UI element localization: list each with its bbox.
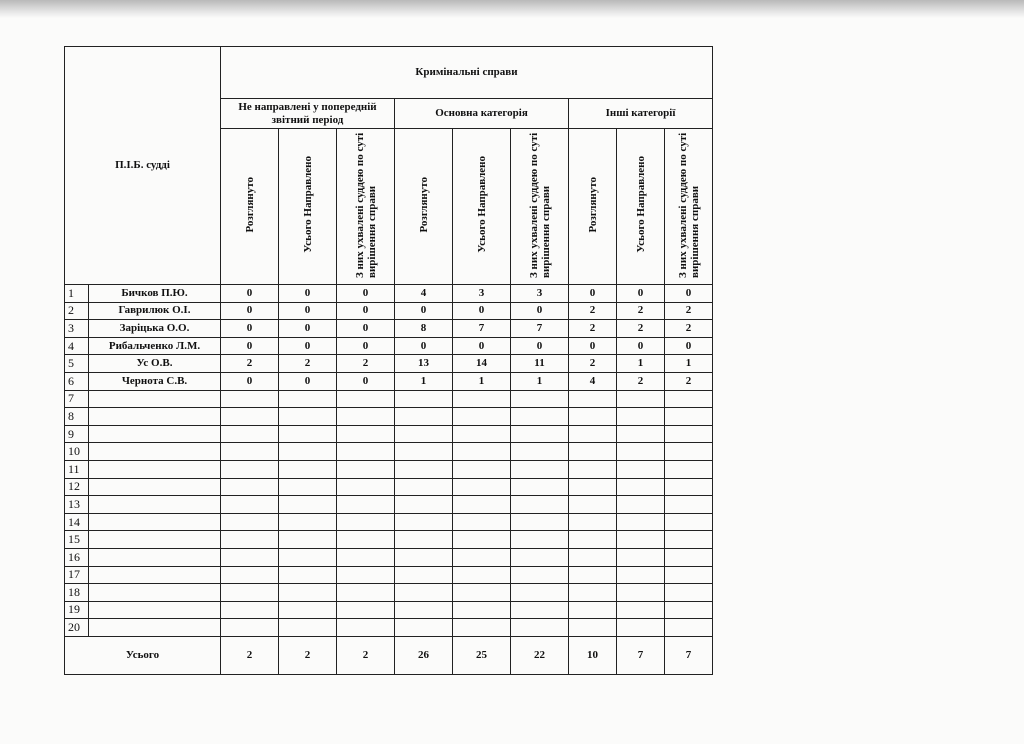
- table-row: [65, 337, 713, 355]
- value-cell: [665, 566, 713, 584]
- value-cell: 0: [617, 285, 665, 303]
- row-number: 8: [65, 408, 89, 426]
- value-cell: 8: [395, 320, 453, 338]
- value-cell: [665, 584, 713, 602]
- value-cell: 14: [453, 355, 511, 373]
- value-cell: [665, 513, 713, 531]
- value-cell: 0: [453, 302, 511, 320]
- subcolumn-label: Розглянуто: [586, 176, 599, 233]
- value-cell: 1: [617, 355, 665, 373]
- value-cell: [337, 390, 395, 408]
- value-cell: [395, 619, 453, 637]
- value-cell: [511, 443, 569, 461]
- value-cell: 13: [395, 355, 453, 373]
- value-cell: [617, 513, 665, 531]
- judge-name-cell: [89, 478, 221, 496]
- value-cell: 2: [569, 302, 617, 320]
- value-cell: 0: [279, 320, 337, 338]
- value-cell: [617, 584, 665, 602]
- value-cell: [453, 601, 511, 619]
- value-cell: 0: [221, 302, 279, 320]
- value-cell: [511, 496, 569, 514]
- value-cell: [453, 496, 511, 514]
- value-cell: [221, 584, 279, 602]
- row-number: 2: [65, 302, 89, 320]
- judge-name-cell: [89, 548, 221, 566]
- value-cell: [279, 496, 337, 514]
- value-cell: [279, 619, 337, 637]
- row-number: 5: [65, 355, 89, 373]
- value-cell: 7: [511, 320, 569, 338]
- value-cell: [569, 513, 617, 531]
- value-cell: 2: [617, 320, 665, 338]
- value-cell: 2: [665, 302, 713, 320]
- subcolumn-label: Розглянуто: [417, 176, 430, 233]
- value-cell: 0: [453, 337, 511, 355]
- value-cell: 4: [395, 285, 453, 303]
- header-criminal-cases: Кримінальні справи: [221, 47, 713, 99]
- judge-name-cell: Гаврилюк О.І.: [89, 302, 221, 320]
- value-cell: 0: [511, 337, 569, 355]
- table-row: [65, 302, 713, 320]
- value-cell: [279, 478, 337, 496]
- row-number: 10: [65, 443, 89, 461]
- table-row: [65, 408, 713, 426]
- judge-name-cell: [89, 513, 221, 531]
- value-cell: 0: [337, 320, 395, 338]
- value-cell: 0: [279, 337, 337, 355]
- value-cell: [665, 390, 713, 408]
- value-cell: [511, 478, 569, 496]
- value-cell: 2: [665, 320, 713, 338]
- table-row: [65, 584, 713, 602]
- value-cell: 0: [569, 285, 617, 303]
- table-row: [65, 531, 713, 549]
- value-cell: [665, 460, 713, 478]
- value-cell: [569, 601, 617, 619]
- table-row: [65, 619, 713, 637]
- total-cell: 22: [511, 636, 569, 674]
- value-cell: [221, 390, 279, 408]
- row-number: 9: [65, 425, 89, 443]
- value-cell: [279, 390, 337, 408]
- value-cell: 11: [511, 355, 569, 373]
- value-cell: [665, 478, 713, 496]
- row-number: 13: [65, 496, 89, 514]
- value-cell: [511, 390, 569, 408]
- row-number: 18: [65, 584, 89, 602]
- row-number: 7: [65, 390, 89, 408]
- table-row: [65, 372, 713, 390]
- value-cell: [617, 478, 665, 496]
- value-cell: [511, 513, 569, 531]
- table-row: [65, 443, 713, 461]
- value-cell: [221, 478, 279, 496]
- value-cell: [569, 548, 617, 566]
- row-number: 6: [65, 372, 89, 390]
- value-cell: [279, 601, 337, 619]
- value-cell: 1: [395, 372, 453, 390]
- value-cell: 1: [453, 372, 511, 390]
- value-cell: 0: [395, 302, 453, 320]
- subcolumn-label: З них ухвалені суддею по суті вирішення справи: [527, 132, 552, 278]
- value-cell: [395, 460, 453, 478]
- group-main-category: Основна категорія: [395, 99, 569, 129]
- subcolumn-header: [453, 129, 511, 285]
- judge-name-cell: Чернота С.В.: [89, 372, 221, 390]
- value-cell: [617, 390, 665, 408]
- value-cell: [279, 443, 337, 461]
- value-cell: [511, 531, 569, 549]
- row-number: 17: [65, 566, 89, 584]
- value-cell: 0: [337, 372, 395, 390]
- value-cell: [665, 443, 713, 461]
- subcolumn-label: Розглянуто: [243, 176, 256, 233]
- value-cell: [569, 425, 617, 443]
- total-cell: 7: [617, 636, 665, 674]
- row-number: 15: [65, 531, 89, 549]
- value-cell: [511, 548, 569, 566]
- value-cell: [453, 408, 511, 426]
- value-cell: [569, 496, 617, 514]
- judge-name-cell: [89, 443, 221, 461]
- value-cell: [221, 496, 279, 514]
- value-cell: [395, 566, 453, 584]
- header-judge-name: П.І.Б. судді: [65, 47, 221, 285]
- value-cell: [569, 390, 617, 408]
- value-cell: [337, 425, 395, 443]
- value-cell: [337, 601, 395, 619]
- value-cell: [617, 408, 665, 426]
- table-row: [65, 355, 713, 373]
- value-cell: [569, 443, 617, 461]
- value-cell: [395, 408, 453, 426]
- table-row: [65, 513, 713, 531]
- value-cell: 0: [337, 337, 395, 355]
- value-cell: [221, 531, 279, 549]
- value-cell: [617, 425, 665, 443]
- judge-name-cell: [89, 460, 221, 478]
- value-cell: [569, 460, 617, 478]
- subcolumn-header: [395, 129, 453, 285]
- value-cell: 3: [511, 285, 569, 303]
- value-cell: [511, 619, 569, 637]
- value-cell: [279, 531, 337, 549]
- value-cell: [279, 566, 337, 584]
- value-cell: [337, 531, 395, 549]
- total-cell: 7: [665, 636, 713, 674]
- value-cell: [453, 548, 511, 566]
- judge-name-cell: Заріцька О.О.: [89, 320, 221, 338]
- value-cell: [511, 601, 569, 619]
- value-cell: 0: [279, 372, 337, 390]
- row-number: 1: [65, 285, 89, 303]
- value-cell: [221, 408, 279, 426]
- value-cell: [395, 584, 453, 602]
- value-cell: [395, 513, 453, 531]
- value-cell: [221, 460, 279, 478]
- value-cell: 0: [279, 302, 337, 320]
- table-row: [65, 285, 713, 303]
- value-cell: [395, 496, 453, 514]
- value-cell: [395, 548, 453, 566]
- value-cell: [337, 443, 395, 461]
- value-cell: 0: [337, 285, 395, 303]
- subcolumn-label: Усього Направлено: [301, 156, 314, 253]
- value-cell: [453, 566, 511, 584]
- row-number: 19: [65, 601, 89, 619]
- value-cell: [279, 513, 337, 531]
- table-row: [65, 478, 713, 496]
- value-cell: [511, 408, 569, 426]
- value-cell: 4: [569, 372, 617, 390]
- judge-name-cell: [89, 619, 221, 637]
- value-cell: 7: [453, 320, 511, 338]
- judge-name-cell: [89, 425, 221, 443]
- subcolumn-label: З них ухвалені суддею по суті вирішення справи: [353, 132, 378, 278]
- value-cell: [617, 619, 665, 637]
- value-cell: [617, 548, 665, 566]
- subcolumn-header: [337, 129, 395, 285]
- judge-name-cell: [89, 601, 221, 619]
- value-cell: [617, 496, 665, 514]
- judge-name-cell: [89, 531, 221, 549]
- row-number: 12: [65, 478, 89, 496]
- value-cell: [453, 478, 511, 496]
- value-cell: [569, 584, 617, 602]
- row-number: 4: [65, 337, 89, 355]
- value-cell: 2: [221, 355, 279, 373]
- report-table: [64, 46, 713, 675]
- table-row: [65, 460, 713, 478]
- table-row: [65, 390, 713, 408]
- value-cell: [279, 425, 337, 443]
- value-cell: 2: [569, 355, 617, 373]
- value-cell: [337, 460, 395, 478]
- total-cell: 10: [569, 636, 617, 674]
- value-cell: 1: [665, 355, 713, 373]
- subcolumn-header: [617, 129, 665, 285]
- judge-name-cell: Ус О.В.: [89, 355, 221, 373]
- value-cell: [665, 619, 713, 637]
- subcolumn-header: [279, 129, 337, 285]
- subcolumn-header: [569, 129, 617, 285]
- value-cell: [395, 443, 453, 461]
- value-cell: [395, 478, 453, 496]
- value-cell: [221, 425, 279, 443]
- table-row: [65, 320, 713, 338]
- judge-name-cell: Рибальченко Л.М.: [89, 337, 221, 355]
- value-cell: [221, 443, 279, 461]
- value-cell: [337, 584, 395, 602]
- value-cell: [569, 408, 617, 426]
- value-cell: [279, 408, 337, 426]
- value-cell: 3: [453, 285, 511, 303]
- subcolumn-header: [221, 129, 279, 285]
- value-cell: [569, 531, 617, 549]
- value-cell: 0: [665, 337, 713, 355]
- value-cell: [279, 548, 337, 566]
- value-cell: [665, 496, 713, 514]
- value-cell: [337, 566, 395, 584]
- value-cell: 1: [511, 372, 569, 390]
- judge-name-cell: [89, 566, 221, 584]
- value-cell: [453, 584, 511, 602]
- value-cell: 0: [569, 337, 617, 355]
- value-cell: [395, 531, 453, 549]
- value-cell: 0: [395, 337, 453, 355]
- value-cell: [337, 548, 395, 566]
- value-cell: [453, 531, 511, 549]
- value-cell: [221, 619, 279, 637]
- group-other-categories: Інші категорії: [569, 99, 713, 129]
- value-cell: [453, 460, 511, 478]
- subcolumn-label: Усього Направлено: [634, 156, 647, 253]
- value-cell: [453, 425, 511, 443]
- value-cell: [221, 601, 279, 619]
- value-cell: 0: [221, 372, 279, 390]
- value-cell: 0: [221, 337, 279, 355]
- value-cell: [395, 425, 453, 443]
- value-cell: 0: [337, 302, 395, 320]
- total-cell: 25: [453, 636, 511, 674]
- value-cell: [617, 601, 665, 619]
- value-cell: [569, 478, 617, 496]
- value-cell: [337, 496, 395, 514]
- value-cell: [511, 425, 569, 443]
- value-cell: 2: [617, 372, 665, 390]
- value-cell: [279, 584, 337, 602]
- value-cell: 0: [511, 302, 569, 320]
- value-cell: [665, 548, 713, 566]
- value-cell: [617, 531, 665, 549]
- value-cell: 0: [221, 285, 279, 303]
- value-cell: [569, 566, 617, 584]
- value-cell: 2: [279, 355, 337, 373]
- value-cell: [617, 443, 665, 461]
- table-row: [65, 425, 713, 443]
- subcolumn-label: З них ухвалені суддею по суті вирішення справи: [676, 132, 701, 278]
- table-row: [65, 496, 713, 514]
- value-cell: 0: [617, 337, 665, 355]
- judge-name-cell: [89, 496, 221, 514]
- value-cell: [337, 408, 395, 426]
- total-cell: 2: [279, 636, 337, 674]
- value-cell: [453, 513, 511, 531]
- judge-name-cell: [89, 584, 221, 602]
- value-cell: [453, 390, 511, 408]
- value-cell: 0: [221, 320, 279, 338]
- value-cell: 2: [665, 372, 713, 390]
- value-cell: [337, 513, 395, 531]
- value-cell: 0: [279, 285, 337, 303]
- value-cell: 2: [569, 320, 617, 338]
- table-row: [65, 548, 713, 566]
- value-cell: [617, 460, 665, 478]
- value-cell: 2: [617, 302, 665, 320]
- value-cell: [569, 619, 617, 637]
- totals-row: [65, 636, 713, 674]
- total-cell: 2: [337, 636, 395, 674]
- judge-name-cell: [89, 390, 221, 408]
- row-number: 14: [65, 513, 89, 531]
- group-not-sent-previous: Не направлені у попередній звітний період: [221, 99, 395, 129]
- judge-name-cell: Бичков П.Ю.: [89, 285, 221, 303]
- value-cell: [395, 390, 453, 408]
- table-row: [65, 566, 713, 584]
- value-cell: [511, 566, 569, 584]
- value-cell: [279, 460, 337, 478]
- value-cell: 2: [337, 355, 395, 373]
- value-cell: [221, 513, 279, 531]
- value-cell: [617, 566, 665, 584]
- judge-name-cell: [89, 408, 221, 426]
- value-cell: [221, 566, 279, 584]
- subcolumn-label: Усього Направлено: [475, 156, 488, 253]
- value-cell: [337, 619, 395, 637]
- value-cell: [221, 548, 279, 566]
- scan-edge-shadow: [0, 0, 1024, 18]
- value-cell: [395, 601, 453, 619]
- value-cell: 0: [665, 285, 713, 303]
- subcolumn-header: [665, 129, 713, 285]
- value-cell: [453, 443, 511, 461]
- row-number: 11: [65, 460, 89, 478]
- row-number: 20: [65, 619, 89, 637]
- row-number: 16: [65, 548, 89, 566]
- subcolumn-header: [511, 129, 569, 285]
- value-cell: [511, 460, 569, 478]
- total-label: Усього: [65, 636, 221, 674]
- row-number: 3: [65, 320, 89, 338]
- value-cell: [665, 425, 713, 443]
- total-cell: 2: [221, 636, 279, 674]
- value-cell: [665, 408, 713, 426]
- total-cell: 26: [395, 636, 453, 674]
- value-cell: [337, 478, 395, 496]
- table-row: [65, 601, 713, 619]
- value-cell: [665, 531, 713, 549]
- value-cell: [665, 601, 713, 619]
- value-cell: [511, 584, 569, 602]
- value-cell: [453, 619, 511, 637]
